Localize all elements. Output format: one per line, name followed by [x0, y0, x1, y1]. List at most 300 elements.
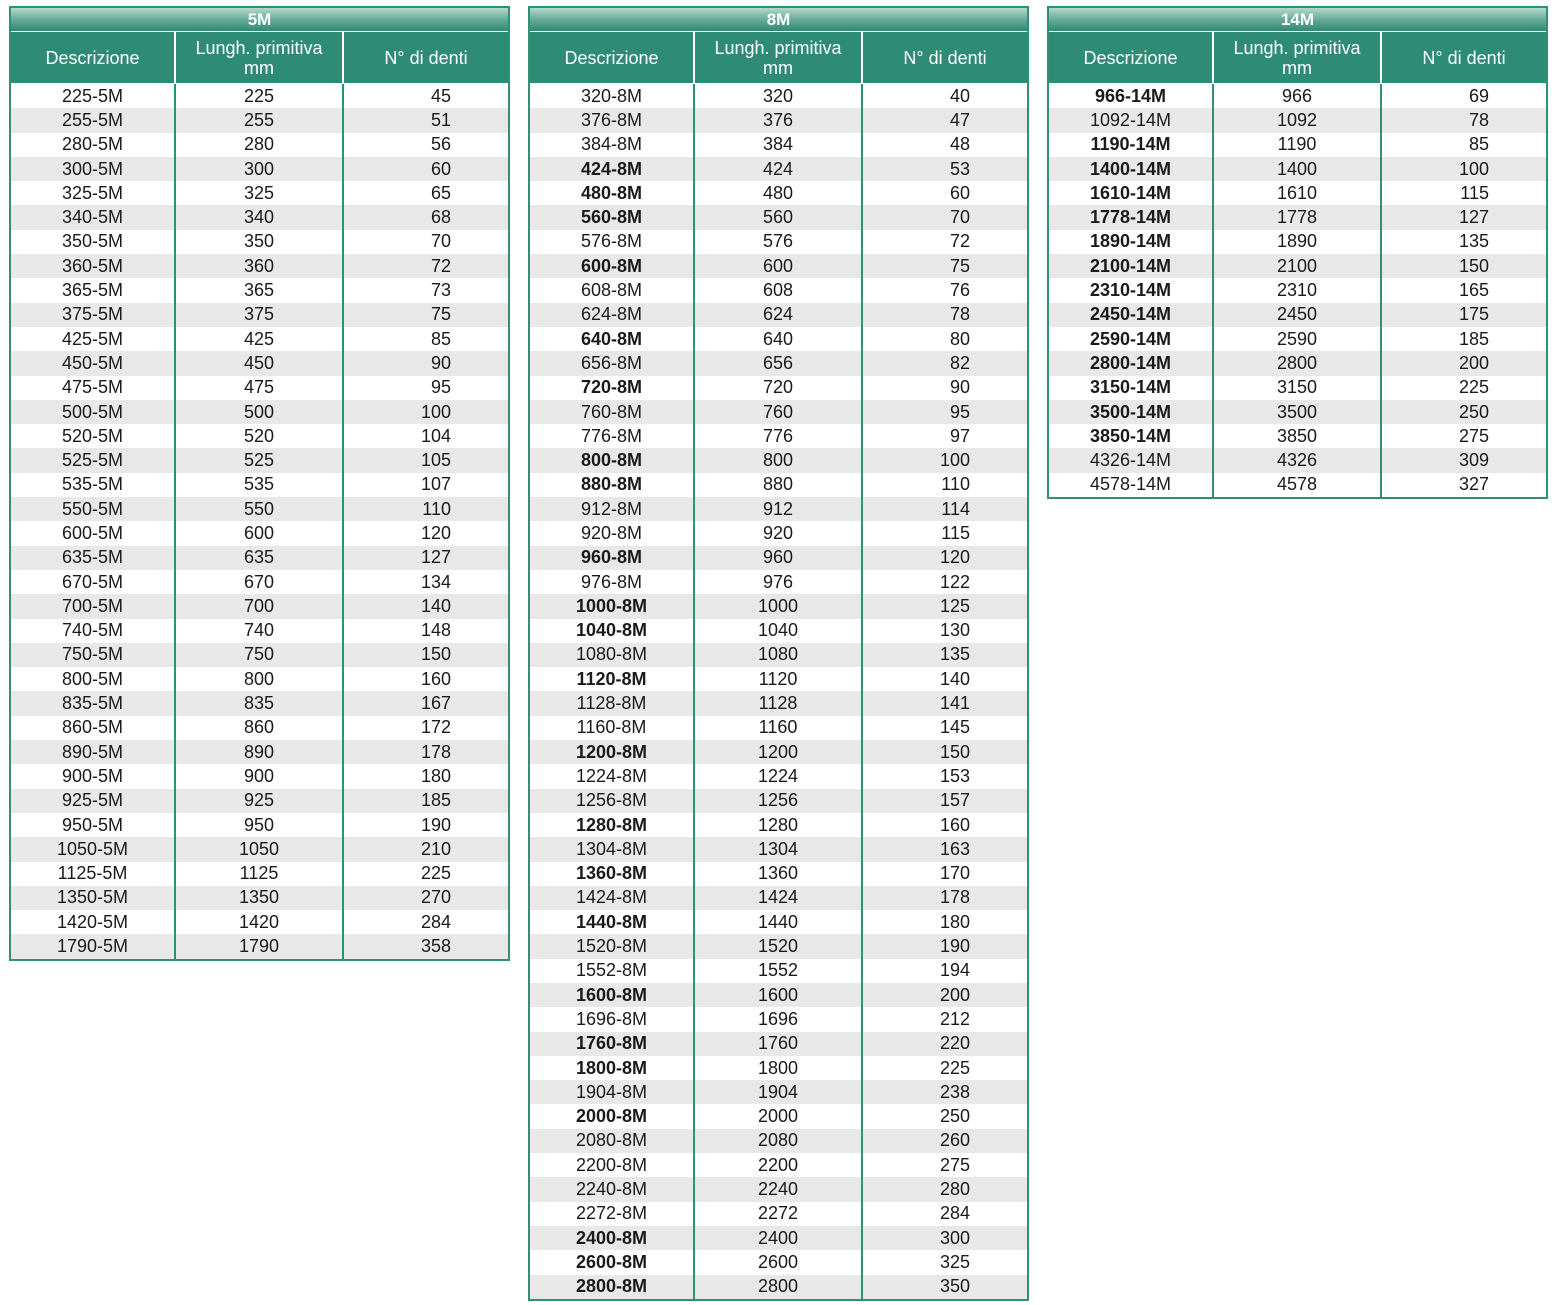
cell-descrizione: 1256-8M [530, 789, 695, 813]
cell-descrizione: 480-8M [530, 181, 695, 205]
cell-denti: 107 [420, 474, 451, 495]
table-row [11, 619, 508, 643]
header-denti: N° di denti [384, 47, 468, 68]
header-descrizione: Descrizione [1049, 32, 1214, 83]
cell-denti: 153 [939, 765, 970, 786]
table-row [11, 84, 508, 108]
cell-descrizione: 4578-14M [1049, 473, 1214, 497]
cell-lunghezza: 1400 [1214, 157, 1382, 181]
cell-descrizione: 900-5M [11, 764, 176, 788]
cell-denti: 47 [949, 109, 970, 130]
cell-descrizione: 890-5M [11, 740, 176, 764]
cell-lunghezza: 2590 [1214, 327, 1382, 351]
table-row [1049, 400, 1546, 424]
cell-descrizione: 624-8M [530, 303, 695, 327]
cell-denti: 130 [939, 620, 970, 641]
cell-denti: 170 [939, 863, 970, 884]
cell-denti: 100 [420, 401, 451, 422]
cell-lunghezza: 300 [176, 157, 344, 181]
cell-descrizione: 3850-14M [1049, 424, 1214, 448]
cell-denti: 115 [941, 522, 970, 543]
cell-denti: 110 [941, 474, 970, 495]
cell-lunghezza: 375 [176, 303, 344, 327]
cell-denti: 175 [1458, 304, 1489, 325]
table-row [530, 691, 1027, 715]
cell-denti: 250 [939, 1106, 970, 1127]
table-row [1049, 205, 1546, 229]
cell-descrizione: 1520-8M [530, 934, 695, 958]
cell-lunghezza: 1128 [695, 691, 863, 715]
cell-descrizione: 912-8M [530, 497, 695, 521]
cell-lunghezza: 976 [695, 570, 863, 594]
cell-lunghezza: 450 [176, 351, 344, 375]
cell-lunghezza: 750 [176, 643, 344, 667]
cell-descrizione: 1420-5M [11, 910, 176, 934]
table-row [1049, 181, 1546, 205]
cell-denti: 40 [949, 85, 970, 106]
cell-lunghezza: 520 [176, 424, 344, 448]
cell-descrizione: 635-5M [11, 546, 176, 570]
table-row [530, 667, 1027, 691]
table-row [530, 1202, 1027, 1226]
cell-lunghezza: 2600 [695, 1250, 863, 1274]
table-row [530, 1007, 1027, 1031]
cell-denti: 97 [949, 425, 970, 446]
table-row [11, 570, 508, 594]
cell-denti: 95 [430, 377, 451, 398]
cell-lunghezza: 800 [176, 667, 344, 691]
cell-denti: 145 [939, 717, 970, 738]
cell-denti: 95 [949, 401, 970, 422]
cell-denti: 358 [420, 936, 451, 957]
cell-descrizione: 2800-8M [530, 1275, 695, 1299]
cell-descrizione: 3150-14M [1049, 376, 1214, 400]
cell-lunghezza: 966 [1214, 84, 1382, 108]
cell-descrizione: 1000-8M [530, 594, 695, 618]
cell-lunghezza: 4326 [1214, 448, 1382, 472]
cell-lunghezza: 2450 [1214, 303, 1382, 327]
cell-lunghezza: 2400 [695, 1226, 863, 1250]
cell-descrizione: 1350-5M [11, 886, 176, 910]
cell-denti: 200 [1458, 352, 1489, 373]
cell-descrizione: 3500-14M [1049, 400, 1214, 424]
cell-descrizione: 475-5M [11, 376, 176, 400]
cell-descrizione: 360-5M [11, 254, 176, 278]
cell-lunghezza: 635 [176, 546, 344, 570]
cell-denti: 160 [420, 668, 451, 689]
cell-descrizione: 2080-8M [530, 1129, 695, 1153]
cell-descrizione: 1040-8M [530, 619, 695, 643]
table-row [11, 837, 508, 861]
table-row [530, 351, 1027, 375]
table-row [1049, 254, 1546, 278]
table-row [530, 789, 1027, 813]
cell-descrizione: 500-5M [11, 400, 176, 424]
cell-descrizione: 1424-8M [530, 886, 695, 910]
cell-descrizione: 2800-14M [1049, 351, 1214, 375]
table-row [11, 473, 508, 497]
cell-denti: 238 [939, 1081, 970, 1102]
table-row [11, 862, 508, 886]
cell-denti: 90 [430, 352, 451, 373]
table-row [11, 400, 508, 424]
cell-denti: 280 [939, 1179, 970, 1199]
header-lunghezza: Lungh. primitiva mm [1214, 32, 1382, 83]
cell-lunghezza: 1440 [695, 910, 863, 934]
cell-descrizione: 1360-8M [530, 862, 695, 886]
cell-denti: 85 [430, 328, 451, 349]
cell-lunghezza: 340 [176, 205, 344, 229]
cell-descrizione: 800-8M [530, 448, 695, 472]
table-row [11, 303, 508, 327]
cell-lunghezza: 2800 [1214, 351, 1382, 375]
cell-descrizione: 1904-8M [530, 1080, 695, 1104]
table-row [530, 764, 1027, 788]
cell-denti: 76 [949, 280, 970, 301]
cell-descrizione: 384-8M [530, 133, 695, 157]
cell-lunghezza: 2800 [695, 1275, 863, 1299]
table-row [530, 1129, 1027, 1153]
cell-lunghezza: 1000 [695, 594, 863, 618]
cell-lunghezza: 1092 [1214, 108, 1382, 132]
cell-lunghezza: 350 [176, 230, 344, 254]
table-row [11, 157, 508, 181]
cell-denti: 250 [1458, 401, 1489, 422]
cell-denti: 185 [1458, 328, 1489, 349]
cell-denti: 284 [939, 1203, 970, 1224]
table-row [1049, 108, 1546, 132]
cell-lunghezza: 900 [176, 764, 344, 788]
table-row [530, 424, 1027, 448]
cell-denti: 135 [1458, 231, 1489, 252]
table-title: 8M [530, 8, 1027, 31]
cell-descrizione: 225-5M [11, 84, 176, 108]
table-row [530, 84, 1027, 108]
table-header [1049, 31, 1546, 84]
cell-lunghezza: 1800 [695, 1056, 863, 1080]
cell-lunghezza: 360 [176, 254, 344, 278]
cell-denti: 80 [949, 328, 970, 349]
header-descrizione: Descrizione [11, 32, 176, 83]
cell-denti: 48 [949, 134, 970, 155]
cell-lunghezza: 1256 [695, 789, 863, 813]
cell-denti: 180 [420, 765, 451, 786]
table-row [530, 327, 1027, 351]
cell-lunghezza: 1760 [695, 1032, 863, 1056]
cell-descrizione: 255-5M [11, 108, 176, 132]
cell-lunghezza: 1790 [176, 934, 344, 958]
table-row [530, 1056, 1027, 1080]
cell-descrizione: 600-8M [530, 254, 695, 278]
cell-descrizione: 1160-8M [530, 716, 695, 740]
cell-denti: 163 [939, 838, 970, 859]
table-row [11, 448, 508, 472]
cell-denti: 210 [420, 838, 451, 859]
table-title: 5M [11, 8, 508, 31]
table-row [11, 667, 508, 691]
cell-denti: 178 [420, 741, 451, 762]
table-row [530, 278, 1027, 302]
cell-lunghezza: 1080 [695, 643, 863, 667]
cell-lunghezza: 2240 [695, 1177, 863, 1201]
cell-lunghezza: 280 [176, 133, 344, 157]
cell-descrizione: 640-8M [530, 327, 695, 351]
table-row [11, 643, 508, 667]
cell-lunghezza: 500 [176, 400, 344, 424]
cell-descrizione: 925-5M [11, 789, 176, 813]
cell-denti: 100 [939, 450, 970, 471]
cell-denti: 127 [1458, 207, 1489, 228]
cell-descrizione: 375-5M [11, 303, 176, 327]
table-row [530, 594, 1027, 618]
cell-descrizione: 1128-8M [530, 691, 695, 715]
cell-descrizione: 1125-5M [11, 862, 176, 886]
cell-denti: 270 [420, 887, 451, 908]
cell-lunghezza: 890 [176, 740, 344, 764]
cell-lunghezza: 1696 [695, 1007, 863, 1031]
cell-descrizione: 2590-14M [1049, 327, 1214, 351]
cell-lunghezza: 3850 [1214, 424, 1382, 448]
cell-denti: 140 [939, 668, 970, 689]
cell-lunghezza: 376 [695, 108, 863, 132]
cell-descrizione: 920-8M [530, 521, 695, 545]
table-row [11, 424, 508, 448]
cell-denti: 140 [420, 595, 451, 616]
cell-descrizione: 2000-8M [530, 1104, 695, 1128]
table-row [1049, 84, 1546, 108]
table-row [530, 934, 1027, 958]
cell-lunghezza: 600 [176, 521, 344, 545]
cell-descrizione: 320-8M [530, 84, 695, 108]
cell-denti: 190 [939, 936, 970, 957]
cell-descrizione: 325-5M [11, 181, 176, 205]
cell-denti: 180 [939, 911, 970, 932]
cell-descrizione: 1790-5M [11, 934, 176, 958]
cell-lunghezza: 1050 [176, 837, 344, 861]
cell-denti: 75 [430, 304, 451, 325]
cell-descrizione: 700-5M [11, 594, 176, 618]
cell-descrizione: 340-5M [11, 205, 176, 229]
cell-lunghezza: 2000 [695, 1104, 863, 1128]
cell-lunghezza: 880 [695, 473, 863, 497]
table-row [11, 133, 508, 157]
table-row [11, 910, 508, 934]
cell-descrizione: 450-5M [11, 351, 176, 375]
table-row [530, 448, 1027, 472]
cell-lunghezza: 925 [176, 789, 344, 813]
cell-descrizione: 1280-8M [530, 813, 695, 837]
cell-descrizione: 1610-14M [1049, 181, 1214, 205]
cell-lunghezza: 1200 [695, 740, 863, 764]
cell-lunghezza: 3150 [1214, 376, 1382, 400]
cell-lunghezza: 720 [695, 376, 863, 400]
cell-lunghezza: 365 [176, 278, 344, 302]
cell-lunghezza: 920 [695, 521, 863, 545]
cell-lunghezza: 225 [176, 84, 344, 108]
cell-lunghezza: 1120 [695, 667, 863, 691]
cell-denti: 120 [939, 547, 970, 568]
cell-denti: 300 [939, 1227, 970, 1248]
table-row [11, 376, 508, 400]
cell-denti: 56 [430, 134, 451, 155]
cell-denti: 220 [939, 1033, 970, 1054]
table-row [530, 910, 1027, 934]
table-row [530, 1226, 1027, 1250]
table-row [11, 351, 508, 375]
table-row [530, 570, 1027, 594]
cell-descrizione: 300-5M [11, 157, 176, 181]
cell-denti: 284 [420, 911, 451, 932]
cell-denti: 157 [939, 790, 970, 811]
table-row [11, 521, 508, 545]
cell-lunghezza: 860 [176, 716, 344, 740]
cell-descrizione: 1760-8M [530, 1032, 695, 1056]
cell-descrizione: 535-5M [11, 473, 176, 497]
cell-descrizione: 1890-14M [1049, 230, 1214, 254]
cell-descrizione: 1120-8M [530, 667, 695, 691]
cell-descrizione: 1080-8M [530, 643, 695, 667]
table-header [11, 31, 508, 84]
cell-denti: 125 [939, 595, 970, 616]
cell-denti: 190 [420, 814, 451, 835]
table-row [530, 521, 1027, 545]
cell-lunghezza: 2100 [1214, 254, 1382, 278]
table-row [530, 1080, 1027, 1104]
table-row [1049, 376, 1546, 400]
cell-lunghezza: 2080 [695, 1129, 863, 1153]
cell-denti: 327 [1458, 474, 1489, 495]
cell-denti: 200 [939, 984, 970, 1005]
cell-descrizione: 2310-14M [1049, 278, 1214, 302]
header-lunghezza: Lungh. primitiva mm [176, 32, 344, 83]
table-row [1049, 448, 1546, 472]
cell-denti: 110 [422, 498, 451, 519]
table-row [530, 400, 1027, 424]
cell-descrizione: 1600-8M [530, 983, 695, 1007]
cell-lunghezza: 608 [695, 278, 863, 302]
cell-lunghezza: 1610 [1214, 181, 1382, 205]
cell-denti: 275 [1458, 425, 1489, 446]
cell-lunghezza: 912 [695, 497, 863, 521]
cell-lunghezza: 2310 [1214, 278, 1382, 302]
cell-lunghezza: 1224 [695, 764, 863, 788]
table-row [530, 959, 1027, 983]
table-row [530, 716, 1027, 740]
cell-denti: 85 [1468, 134, 1489, 155]
cell-descrizione: 1778-14M [1049, 205, 1214, 229]
cell-denti: 45 [430, 85, 451, 106]
cell-denti: 120 [420, 522, 451, 543]
header-denti: N° di denti [1422, 47, 1506, 68]
header-lunghezza: Lungh. primitiva mm [695, 32, 863, 83]
cell-denti: 260 [939, 1130, 970, 1151]
cell-lunghezza: 2200 [695, 1153, 863, 1177]
cell-lunghezza: 640 [695, 327, 863, 351]
cell-lunghezza: 384 [695, 133, 863, 157]
table-row [11, 594, 508, 618]
table-row [1049, 424, 1546, 448]
cell-descrizione: 2600-8M [530, 1250, 695, 1274]
table-row [11, 108, 508, 132]
table-row [1049, 133, 1546, 157]
cell-descrizione: 365-5M [11, 278, 176, 302]
cell-denti: 165 [1458, 280, 1489, 301]
cell-descrizione: 760-8M [530, 400, 695, 424]
cell-denti: 150 [420, 644, 451, 665]
table-body [530, 84, 1027, 1299]
cell-denti: 309 [1458, 450, 1489, 471]
table-row [530, 133, 1027, 157]
table-5m [9, 6, 510, 961]
cell-denti: 167 [420, 693, 451, 714]
table-row [530, 376, 1027, 400]
cell-lunghezza: 1350 [176, 886, 344, 910]
cell-denti: 185 [420, 790, 451, 811]
table-row [530, 813, 1027, 837]
table-row [530, 205, 1027, 229]
cell-denti: 105 [420, 450, 451, 471]
table-body [11, 84, 508, 959]
cell-descrizione: 525-5M [11, 448, 176, 472]
cell-denti: 150 [1458, 255, 1489, 276]
table-row [530, 1275, 1027, 1299]
cell-descrizione: 1200-8M [530, 740, 695, 764]
table-title: 14M [1049, 8, 1546, 31]
table-row [530, 497, 1027, 521]
table-row [1049, 473, 1546, 497]
cell-lunghezza: 835 [176, 691, 344, 715]
table-row [530, 181, 1027, 205]
cell-denti: 127 [420, 547, 451, 568]
table-row [530, 546, 1027, 570]
cell-descrizione: 4326-14M [1049, 448, 1214, 472]
cell-descrizione: 560-8M [530, 205, 695, 229]
cell-descrizione: 1552-8M [530, 959, 695, 983]
cell-descrizione: 350-5M [11, 230, 176, 254]
cell-denti: 325 [939, 1251, 970, 1272]
cell-lunghezza: 1125 [176, 862, 344, 886]
cell-denti: 150 [939, 741, 970, 762]
cell-descrizione: 960-8M [530, 546, 695, 570]
cell-lunghezza: 475 [176, 376, 344, 400]
cell-descrizione: 550-5M [11, 497, 176, 521]
table-row [1049, 351, 1546, 375]
cell-denti: 73 [430, 280, 451, 301]
cell-denti: 275 [939, 1154, 970, 1175]
table-row [11, 497, 508, 521]
cell-denti: 194 [939, 960, 970, 981]
cell-descrizione: 1696-8M [530, 1007, 695, 1031]
cell-descrizione: 2450-14M [1049, 303, 1214, 327]
cell-denti: 178 [939, 887, 970, 908]
cell-lunghezza: 1420 [176, 910, 344, 934]
cell-descrizione: 576-8M [530, 230, 695, 254]
cell-descrizione: 656-8M [530, 351, 695, 375]
cell-lunghezza: 1190 [1214, 133, 1382, 157]
cell-lunghezza: 1520 [695, 934, 863, 958]
cell-lunghezza: 325 [176, 181, 344, 205]
cell-descrizione: 860-5M [11, 716, 176, 740]
cell-descrizione: 1440-8M [530, 910, 695, 934]
cell-denti: 70 [430, 231, 451, 252]
cell-lunghezza: 740 [176, 619, 344, 643]
cell-denti: 72 [949, 231, 970, 252]
cell-denti: 60 [430, 158, 451, 179]
cell-descrizione: 800-5M [11, 667, 176, 691]
cell-lunghezza: 480 [695, 181, 863, 205]
table-row [11, 740, 508, 764]
table-row [11, 789, 508, 813]
